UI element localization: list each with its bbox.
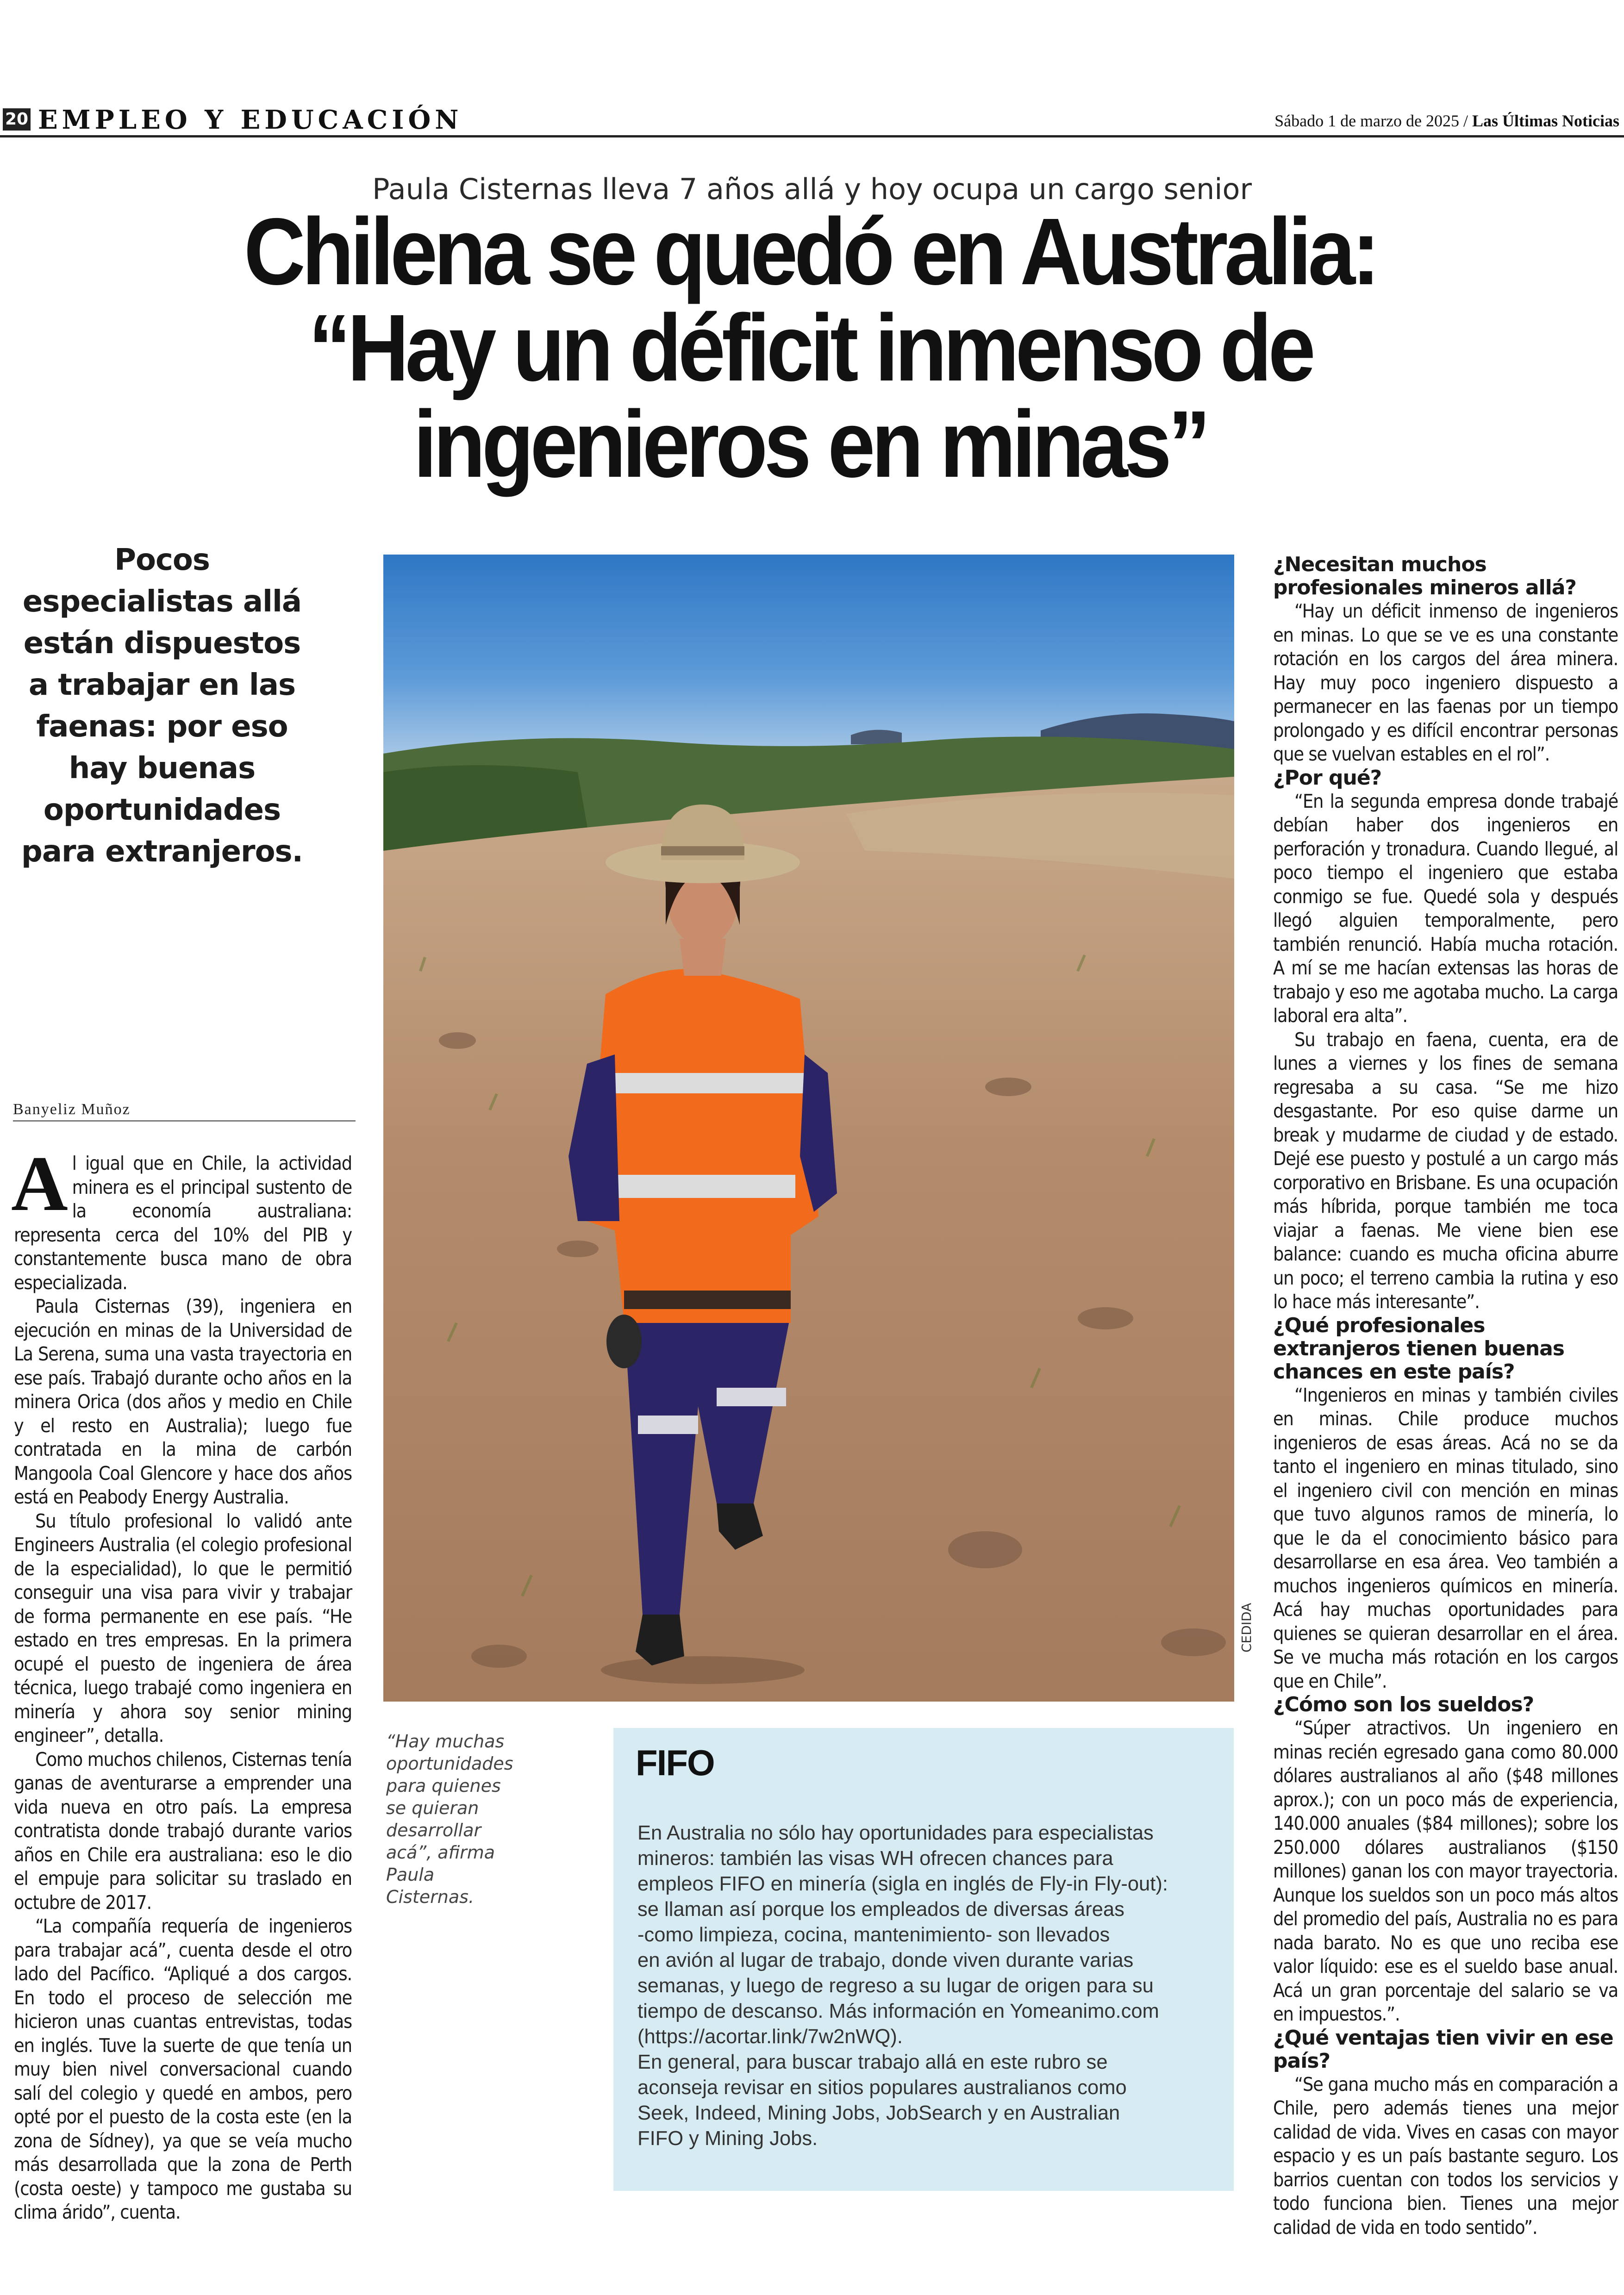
body-paragraph: “La compañía requería de ingenieros para trabajar acá”, cuenta desde el otro lado del Pacífico. “Apliqué a dos cargos. En todo el proceso de selección me hicieron unas cuantas entrevistas, todas en inglés. Tuve la suerte de que tenía un muy bien nivel conversacional cuando salí del colegio y quedé en ambos, pero opté por el puesto de la costa este (en la zona de Sídney), ya que se veía mucho más desarrollada que la zona de Perth (costa oeste) y tampoco me gustaba su clima árido”, cuenta. — [14, 1915, 352, 2223]
fifo-line: (https://acortar.link/7w2nWQ). — [637, 2026, 903, 2048]
dateline-separator: / — [1463, 112, 1468, 130]
headline-line-1: Chilena se quedó en Australia: — [244, 199, 1377, 305]
article-headline — [164, 199, 1456, 497]
interview-answer: “Hay un déficit inmenso de ingenieros en minas. Lo que se ve es una constante rotación en los cargos del área minera. Hay muy poco ingeniero dispuesto a permanecer en las faenas por un tiempo prolongado y es difícil encontrar personas que se vuelvan estables en el rol”. — [1273, 600, 1618, 765]
dateline — [1274, 111, 1619, 131]
fifo-box-title: FIFO — [636, 1742, 714, 1783]
headline-line-3: ingenieros en minas” — [413, 391, 1207, 497]
byline-rule — [13, 1120, 356, 1122]
article-photo — [383, 555, 1234, 1702]
article-standfirst: Pocos especialistas allá están dispuestos a trabajar en las faenas: por eso hay buenas oportunidades para extranjeros. — [21, 543, 303, 869]
photo-woman-in-mine-field — [383, 555, 1234, 1702]
interview-answer: “Se gana mucho más en comparación a Chile, pero además tienes una mejor calidad de vida. Vives en casas con mayor espacio y es un país bastante seguro. Los barrios cuentan con todos los servicios y todo funciona bien. Tienes una mejor calidad de vida en todo sentido”. — [1273, 2073, 1618, 2239]
photo-caption: “Hay muchas oportunidades para quienes se quieran desarrollar acá”, afirma Paula Cisternas. — [386, 1731, 513, 1907]
article-body-left — [11, 1140, 352, 2225]
fifo-line: se llaman así porque los empleados de diversas áreas — [637, 1898, 1124, 1921]
headline-line-2: “Hay un déficit inmenso de — [308, 295, 1312, 401]
fifo-line: en avión al lugar de trabajo, donde viven durante varias — [637, 1949, 1134, 1971]
fifo-line: empleos FIFO en minería (sigla en inglés de Fly-in Fly-out): — [637, 1873, 1168, 1895]
section-title: EMPLEO Y EDUCACIÓN — [38, 105, 463, 135]
body-paragraph: Paula Cisternas (39), ingeniera en ejecución en minas de la Universidad de La Serena, suma una vasta trayectoria en ese país. Trabajó durante ocho años en la minera Orica (dos años y medio en Chile y el resto en Australia); luego fue contratada en la mina de carbón Mangoola Coal Glencore y hace dos años está en Peabody Energy Australia. — [14, 1295, 352, 1508]
fifo-line: En general, para buscar trabajo allá en este rubro se — [637, 2051, 1108, 2073]
fifo-line: FIFO y Mining Jobs. — [637, 2127, 818, 2150]
drop-cap: A — [11, 1140, 68, 1227]
body-paragraph: Su trabajo en faena, cuenta, era de lunes a viernes y los fines de semana regresaba a su casa. “Se me hizo desgastante. Por eso quise darme un break y mudarme de ciudad y de estado. Dejé ese puesto y postulé a un cargo más corporativo en Brisbane. Es una ocupación más híbrida, porque también me toca viajar a faenas. Me viene bien ese balance: cuando es mucha oficina aburre un poco; el terreno cambia la rutina y eso lo hace más interesante”. — [1273, 1028, 1618, 1313]
body-paragraph: Como muchos chilenos, Cisternas tenía ganas de aventurarse a emprender una vida nueva en otro país. La empresa contratista donde trabajó durante varios años en Chile era australiana: eso le dio el empuje para solicitar su traslado en octubre de 2017. — [14, 1748, 352, 1914]
fifo-line: mineros: también las visas WH ofrecen chances para — [637, 1847, 1113, 1870]
header-rule — [0, 135, 1624, 137]
interview-question: ¿Por qué? — [1273, 766, 1382, 790]
interview-question: ¿Necesitan muchos profesionales mineros allá? — [1273, 553, 1576, 599]
interview-answer: “En la segunda empresa donde trabajé debían haber dos ingenieros en perforación y tronadura. Cuando llegué, al poco tiempo el ingeniero que estaba conmigo se fue. Quedé sola y después llegó alguien temporalmente, pero también renunció. Había mucha rotación. A mí se me hacían extensas las horas de trabajo y eso me agotaba mucho. La carga laboral era alta”. — [1273, 790, 1618, 1027]
interview-answer: “Súper atractivos. Un ingeniero en minas recién egresado gana como 80.000 dólares australianos al año ($48 millones aprox.); con un poco más de experiencia, 140.000 anuales ($84 millones); sobre los 250.000 dólares australianos ($150 millones) ganan los con mayor trayectoria. Aunque los sueldos son un poco más altos del promedio del país, Australia no es para nada barato. No es que uno reciba ese valor líquido: ese es el sueldo base anual. Acá un gran porcentaje del salario se va en impuestos.”. — [1273, 1717, 1618, 2025]
issue-date: Sábado 1 de marzo de 2025 — [1274, 112, 1459, 130]
fifo-sidebar-box — [613, 1728, 1234, 2191]
byline: Banyeliz Muñoz — [13, 1101, 131, 1118]
photo-credit: CEDIDA — [1239, 1603, 1254, 1653]
fifo-line: tiempo de descanso. Más información en Yomeanimo.com — [637, 2000, 1159, 2022]
interview-answer: “Ingenieros en minas y también civiles en minas. Chile produce muchos ingenieros de esas áreas. Acá no se da tanto el ingeniero en minas titulado, sino el ingeniero civil con mención en minas que tuvo algunos ramos de minería, lo que le da el conocimiento básico para desarrollarse en esa área. Veo también a muchos ingenieros químicos en minería. Acá hay muchas oportunidades para quienes se quieran desarrollar en el área. Se ve mucha más rotación en los cargos que en Chile”. — [1273, 1384, 1618, 1692]
fifo-line: semanas, y luego de regreso a su lugar de origen para su — [637, 1975, 1154, 1997]
fifo-line: Seek, Indeed, Mining Jobs, JobSearch y en Australian — [637, 2102, 1120, 2124]
interview-question: ¿Qué ventajas tien vivir en ese país? — [1273, 2026, 1613, 2073]
page-number: 20 — [3, 108, 31, 131]
interview-question: ¿Cómo son los sueldos? — [1273, 1693, 1534, 1716]
interview-question: ¿Qué profesionales extranjeros tienen buenas chances en este país? — [1273, 1313, 1564, 1384]
fifo-box-body — [637, 1821, 1216, 2152]
publication-name: Las Últimas Noticias — [1472, 112, 1619, 130]
fifo-line: aconseja revisar en sitios populares australianos como — [637, 2077, 1127, 2099]
body-paragraph: Su título profesional lo validó ante Engineers Australia (el colegio profesional de la especialidad), lo que le permitió conseguir una visa para vivir y trabajar de forma permanente en ese país. “He estado en tres empresas. En la primera ocupé el puesto de ingeniera de área técnica, luego trabajé como ingeniera en minería y ahora soy senior mining engineer”, detalla. — [14, 1509, 352, 1746]
article-body-right — [1273, 553, 1618, 2239]
fifo-line: -como limpieza, cocina, mantenimiento- son llevados — [637, 1924, 1110, 1946]
article-kicker: Paula Cisternas lleva 7 años allá y hoy ocupa un cargo senior — [372, 172, 1252, 206]
fifo-line: En Australia no sólo hay oportunidades para especialistas — [637, 1822, 1154, 1844]
body-paragraph: Al igual que en Chile, la actividad minera es el principal sustento de la economía australiana: representa cerca del 10% del PIB y constantemente busca mano de obra especializada. — [11, 1140, 352, 1294]
